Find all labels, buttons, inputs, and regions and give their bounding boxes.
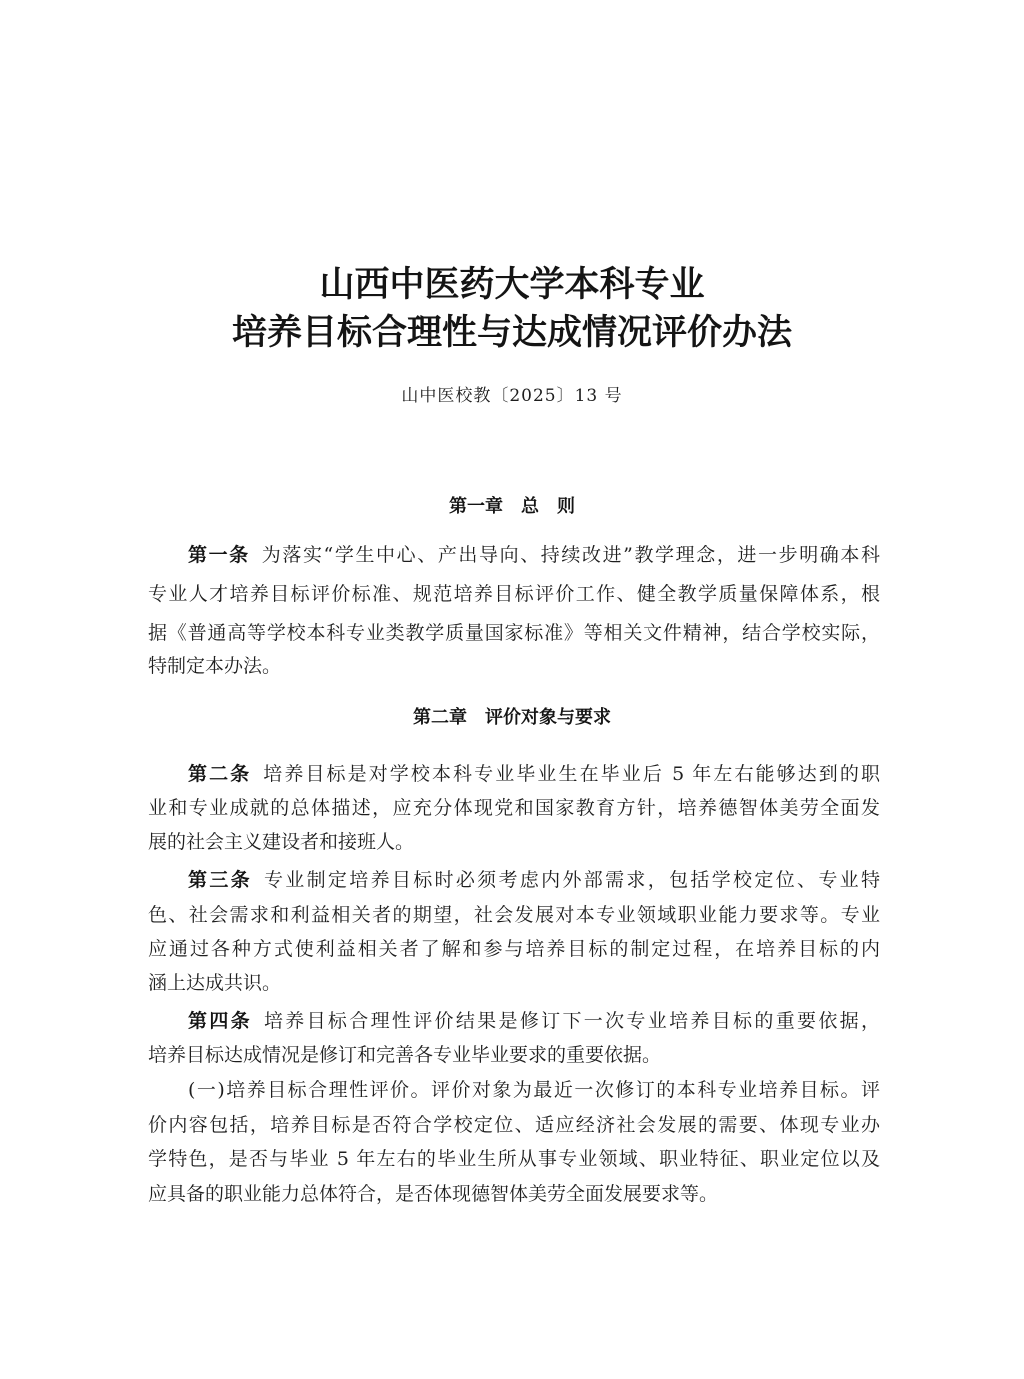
text-line: 据《普通高等学校本科专业类教学质量国家标准》等相关文件精神，结合学校实际，: [148, 622, 880, 644]
text-line: 特制定本办法。: [148, 655, 282, 677]
text-line: [188, 762, 880, 786]
text-line: 色、社会需求和利益相关者的期望，社会发展对本专业领域职业能力要求等。专业: [148, 904, 880, 926]
text-line: 学特色，是否与毕业 5 年左右的毕业生所从事专业领域、职业特征、职业定位以及: [148, 1148, 880, 1170]
chapter-heading-1: 第一章 总 则: [449, 496, 575, 517]
text-line: (一)培养目标合理性评价。评价对象为最近一次修订的本科专业培养目标。评: [188, 1079, 880, 1101]
text-line: 专业人才培养目标评价标准、规范培养目标评价工作、健全教学质量保障体系，根: [148, 583, 880, 605]
text-line: 涵上达成共识。: [148, 972, 282, 994]
text-line: [188, 543, 880, 567]
article-label: 第三条: [188, 869, 252, 891]
text-line: 应具备的职业能力总体符合，是否体现德智体美劳全面发展要求等。: [148, 1183, 719, 1205]
document-number: 山中医校教〔2025〕13 号: [401, 386, 623, 406]
document-title-line-1: 山西中医药大学本科专业: [319, 264, 705, 305]
text-line: 培养目标达成情况是修订和完善各专业毕业要求的重要依据。: [148, 1044, 662, 1066]
text-line: 价内容包括，培养目标是否符合学校定位、适应经济社会发展的需要、体现专业办: [148, 1114, 880, 1136]
chapter-heading-2: 第二章 评价对象与要求: [413, 707, 611, 728]
document-title-line-2: 培养目标合理性与达成情况评价办法: [231, 312, 792, 353]
line-text: 培养目标是对学校本科专业毕业生在毕业后 5 年左右能够达到的职: [263, 763, 880, 785]
article-label: 第四条: [188, 1010, 252, 1032]
text-line: 展的社会主义建设者和接班人。: [148, 831, 415, 853]
line-text: 为落实“学生中心、产出导向、持续改进”教学理念，进一步明确本科: [261, 544, 880, 566]
article-label: 第二条: [188, 763, 252, 785]
line-text: 培养目标合理性评价结果是修订下一次专业培养目标的重要依据，: [263, 1010, 880, 1032]
article-label: 第一条: [188, 544, 250, 566]
text-line: 应通过各种方式使利益相关者了解和参与培养目标的制定过程，在培养目标的内: [148, 938, 880, 960]
line-text: 专业制定培养目标时必须考虑内外部需求，包括学校定位、专业特: [263, 869, 880, 891]
text-line: 业和专业成就的总体描述，应充分体现党和国家教育方针，培养德智体美劳全面发: [148, 797, 880, 819]
text-line: [188, 1009, 880, 1033]
text-line: [188, 868, 880, 892]
